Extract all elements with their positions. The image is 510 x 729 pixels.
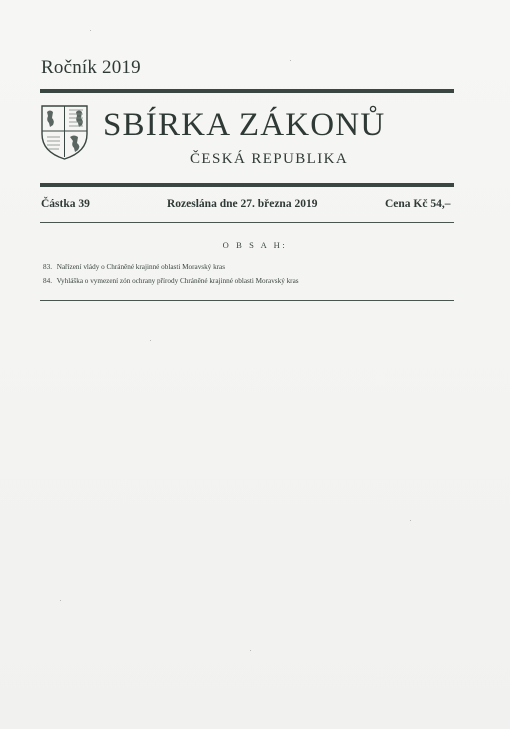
toc-item-text: Vyhláška o vymezení zón ochrany přírody Chráněné krajinné oblasti Moravský kras bbox=[56, 277, 299, 285]
paper-speck bbox=[60, 600, 61, 601]
paper-speck bbox=[290, 60, 291, 61]
contents-heading: O B S A H: bbox=[222, 240, 288, 250]
toc-item bbox=[43, 277, 299, 285]
toc-item-number: 84. bbox=[43, 277, 52, 285]
country-subtitle: ČESKÁ REPUBLIKA bbox=[190, 151, 349, 167]
dispatch-date: Rozeslána dne 27. března 2019 bbox=[167, 198, 318, 210]
header-top-rule bbox=[40, 89, 454, 93]
issue-part: Částka 39 bbox=[41, 198, 90, 210]
issue-row-rule bbox=[40, 222, 454, 223]
paper-speck bbox=[150, 340, 151, 341]
contents-bottom-rule bbox=[40, 300, 454, 301]
issue-price: Cena Kč 54,– bbox=[385, 198, 451, 210]
toc-item-number: 83. bbox=[43, 263, 52, 271]
header-bottom-rule bbox=[40, 183, 454, 187]
year-label: Ročník 2019 bbox=[41, 57, 141, 78]
paper-speck bbox=[250, 650, 251, 651]
coat-of-arms-icon bbox=[40, 104, 89, 160]
toc-item-text: Nařízení vlády o Chráněné krajinné oblasti Moravský kras bbox=[56, 263, 226, 271]
gazette-title: SBÍRKA ZÁKONŮ bbox=[103, 107, 386, 143]
toc-item bbox=[43, 263, 225, 271]
paper-speck bbox=[410, 520, 411, 521]
paper-speck bbox=[90, 30, 91, 31]
